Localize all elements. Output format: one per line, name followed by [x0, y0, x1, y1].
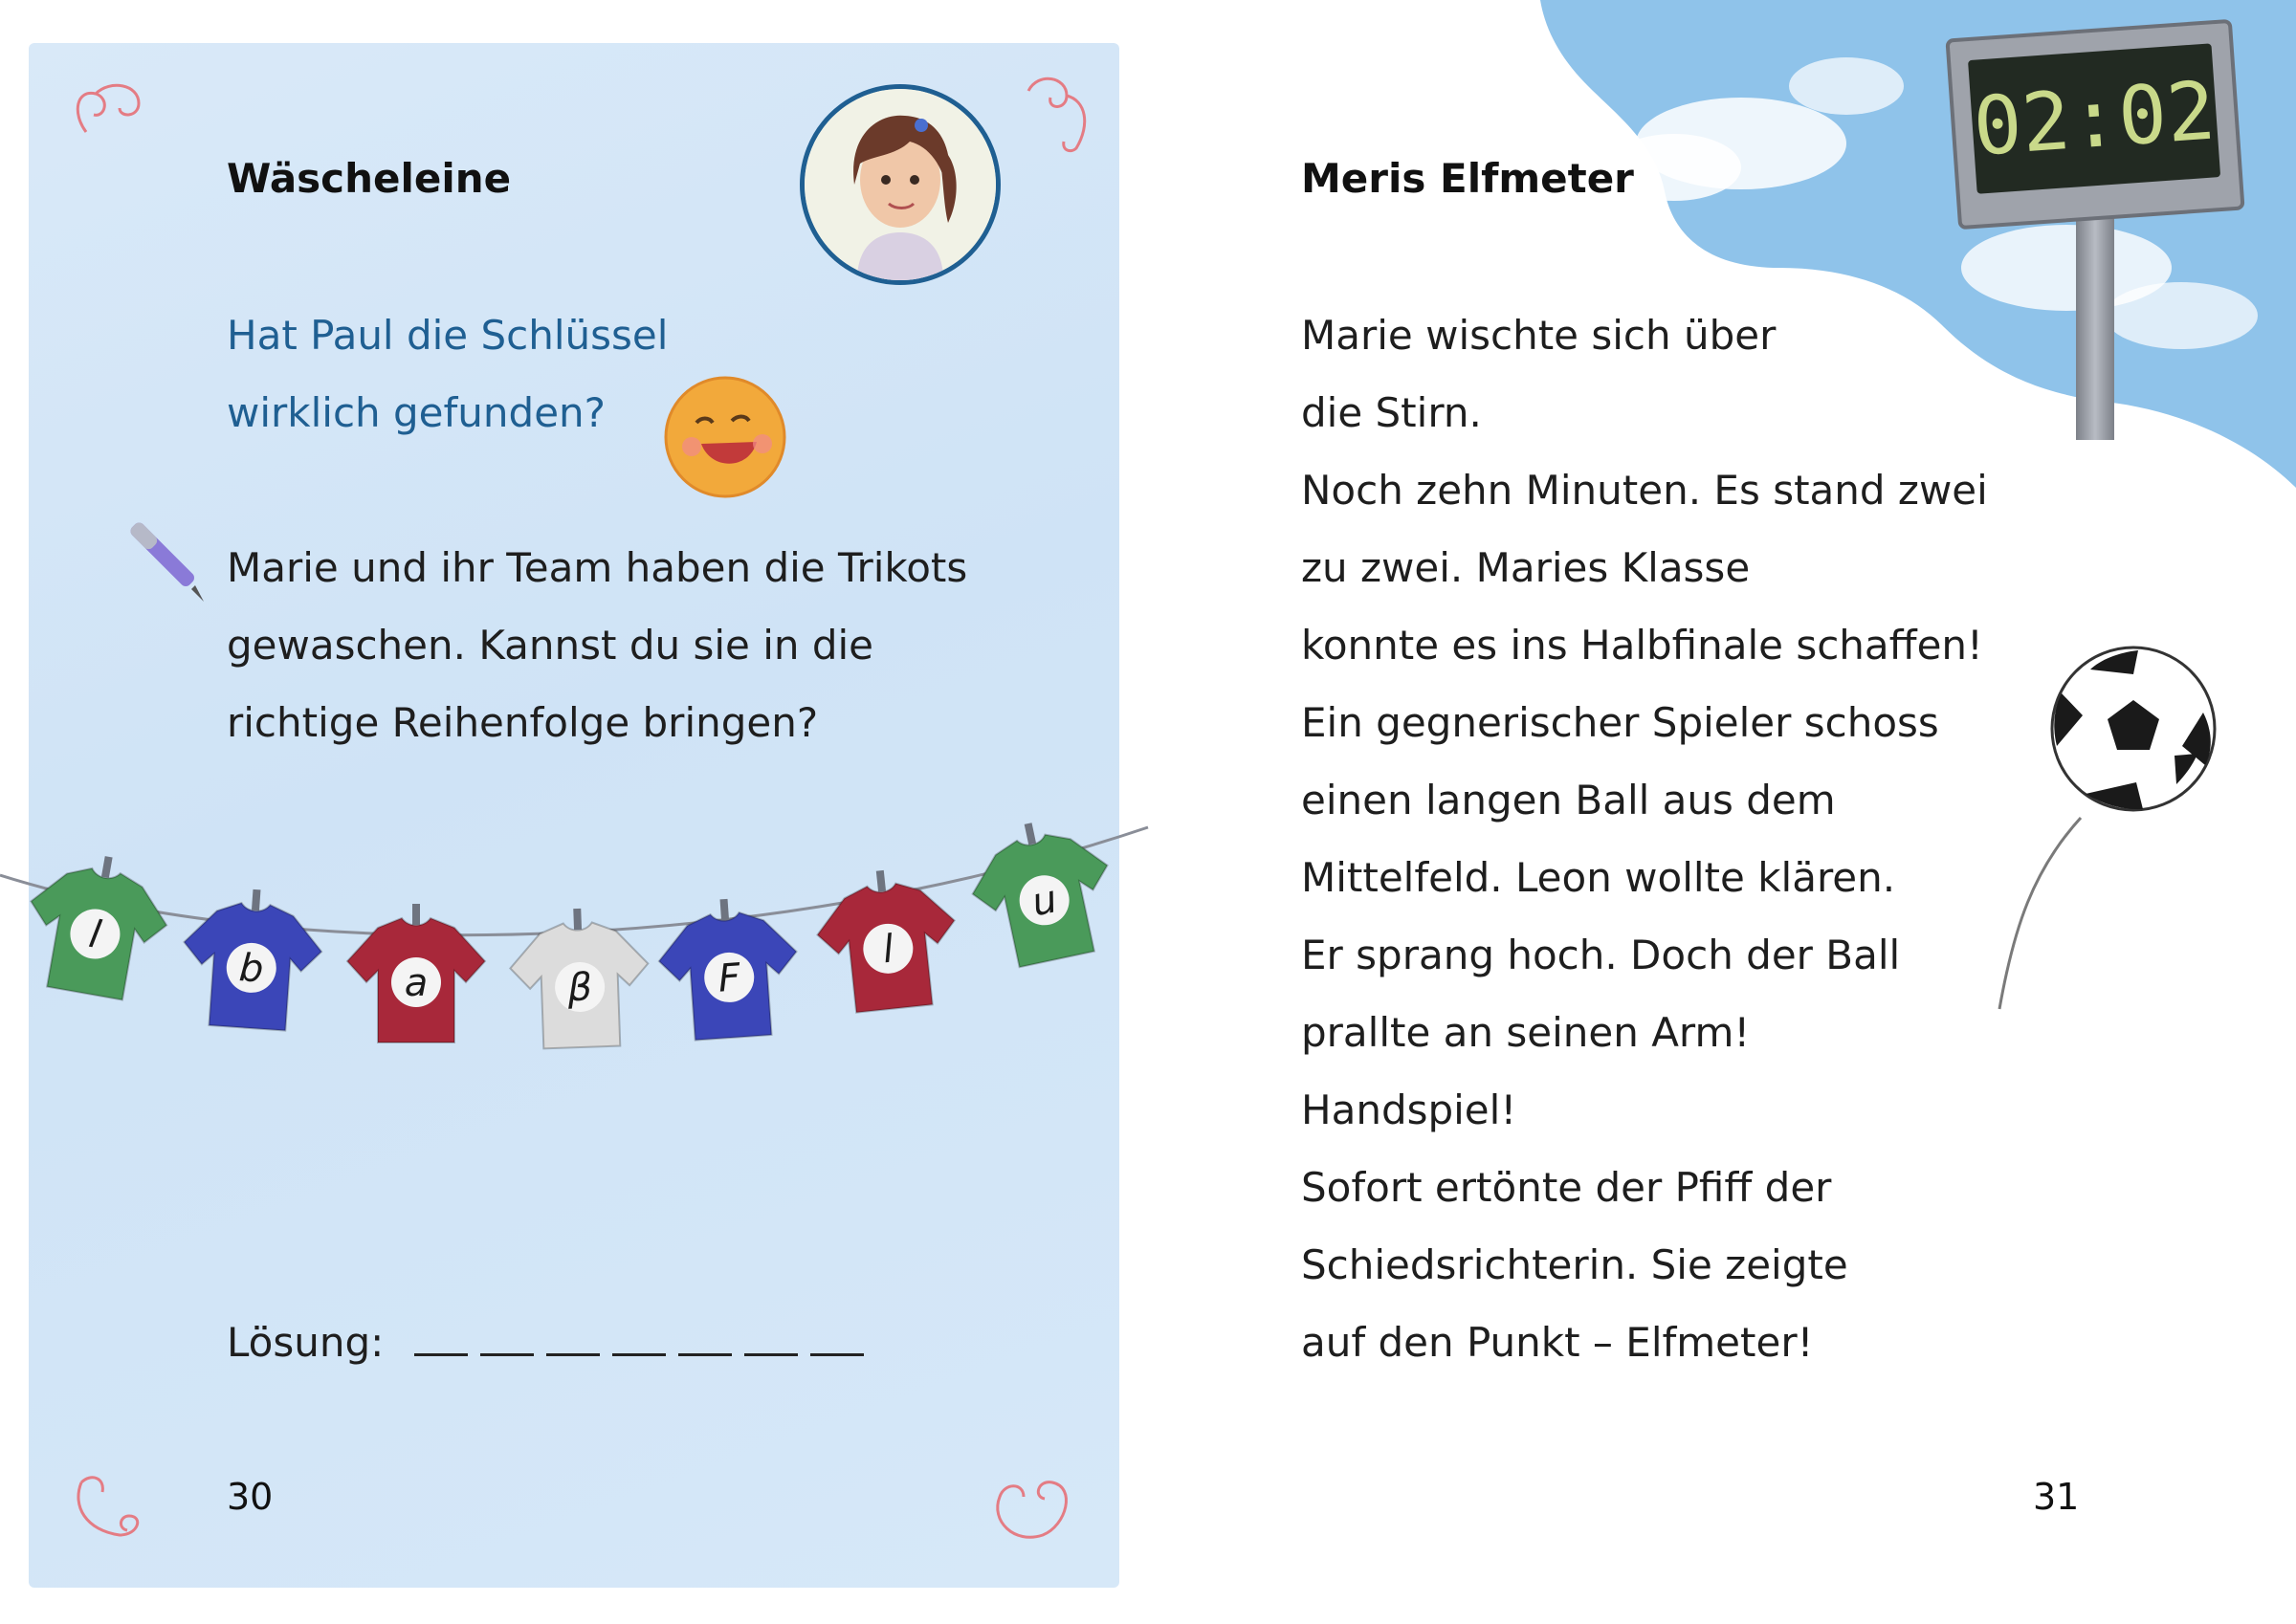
solution-blank[interactable]: [480, 1328, 534, 1356]
heart-swirl-icon: [62, 1463, 158, 1549]
pen-icon: [113, 509, 209, 604]
task-line: Marie und ihr Team haben die Trikots: [227, 544, 968, 591]
soccer-ball-icon: [1995, 641, 2224, 1023]
avatar-portrait: [805, 89, 996, 280]
page-number-right: 31: [2033, 1476, 2080, 1518]
avatar: [800, 84, 1001, 285]
solution-blank[interactable]: [810, 1328, 864, 1356]
question-line: Hat Paul die Schlüssel: [227, 312, 669, 359]
heart-swirl-icon: [67, 75, 153, 151]
story-line: Er sprang hoch. Doch der Ball: [1301, 932, 1901, 978]
solution-blank[interactable]: [612, 1328, 666, 1356]
task-line: gewaschen. Kannst du sie in die: [227, 622, 873, 669]
heart-swirl-icon: [985, 1468, 1081, 1554]
scoreboard-frame: [1945, 19, 2244, 230]
jersey-letter: a: [404, 961, 429, 1005]
jersey-letter: l: [85, 911, 104, 958]
jersey-letter: b: [237, 946, 265, 992]
scoreboard-icon: [1952, 29, 2239, 411]
story-line: Marie wischte sich über: [1301, 312, 1777, 359]
solution-blank[interactable]: [414, 1328, 468, 1356]
story-line: konnte es ins Halbfinale schaffen!: [1301, 622, 1983, 669]
jersey-letter: u: [1027, 877, 1062, 926]
story-line: Sofort ertönte der Pfiff der: [1301, 1164, 1832, 1211]
story-line: zu zwei. Maries Klasse: [1301, 544, 1751, 591]
story-line: Schiedsrichterin. Sie zeigte: [1301, 1241, 1848, 1288]
solution-blanks[interactable]: [414, 1319, 876, 1366]
story-line: Handspiel!: [1301, 1086, 1517, 1133]
jersey-letter: F: [717, 955, 742, 1001]
jersey-letter: l: [880, 927, 896, 973]
solution-blank[interactable]: [744, 1328, 798, 1356]
jersey: [179, 885, 326, 1033]
story-line: Noch zehn Minuten. Es stand zwei: [1301, 467, 1988, 514]
story-text: [1301, 296, 1988, 1381]
task-line: richtige Reihenfolge bringen?: [227, 699, 819, 746]
jersey: [655, 894, 803, 1042]
story-line: auf den Punkt – Elfmeter!: [1301, 1319, 1814, 1366]
task-text: [227, 529, 967, 761]
solution-blank[interactable]: [678, 1328, 732, 1356]
solution-blank[interactable]: [546, 1328, 600, 1356]
story-line: Mittelfeld. Leon wollte klären.: [1301, 854, 1896, 901]
story-line: einen langen Ball aus dem: [1301, 777, 1836, 823]
jersey: [960, 813, 1124, 974]
solution-label: Lösung:: [227, 1319, 385, 1366]
jersey: [347, 904, 485, 1042]
solution-row: [227, 1304, 876, 1381]
jersey: [811, 864, 962, 1016]
smiley-face-icon: [663, 375, 787, 499]
question-text: [227, 296, 668, 451]
heart-swirl-icon: [1014, 67, 1100, 158]
scoreboard-pole: [2076, 206, 2114, 440]
jersey: [17, 845, 177, 1005]
story-line: Ein gegnerischer Spieler schoss: [1301, 699, 1939, 746]
page-title: Wäscheleine: [227, 155, 512, 202]
scoreboard-time: 02:02: [1968, 43, 2220, 193]
jersey-letter: β: [566, 965, 593, 1011]
story-line: die Stirn.: [1301, 389, 1482, 436]
story-title: Meris Elfmeter: [1301, 155, 1634, 202]
page-number-left: 30: [227, 1476, 274, 1518]
question-line: wirklich gefunden?: [227, 389, 606, 436]
story-line: prallte an seinen Arm!: [1301, 1009, 1751, 1056]
clothesline: [0, 813, 1158, 1129]
